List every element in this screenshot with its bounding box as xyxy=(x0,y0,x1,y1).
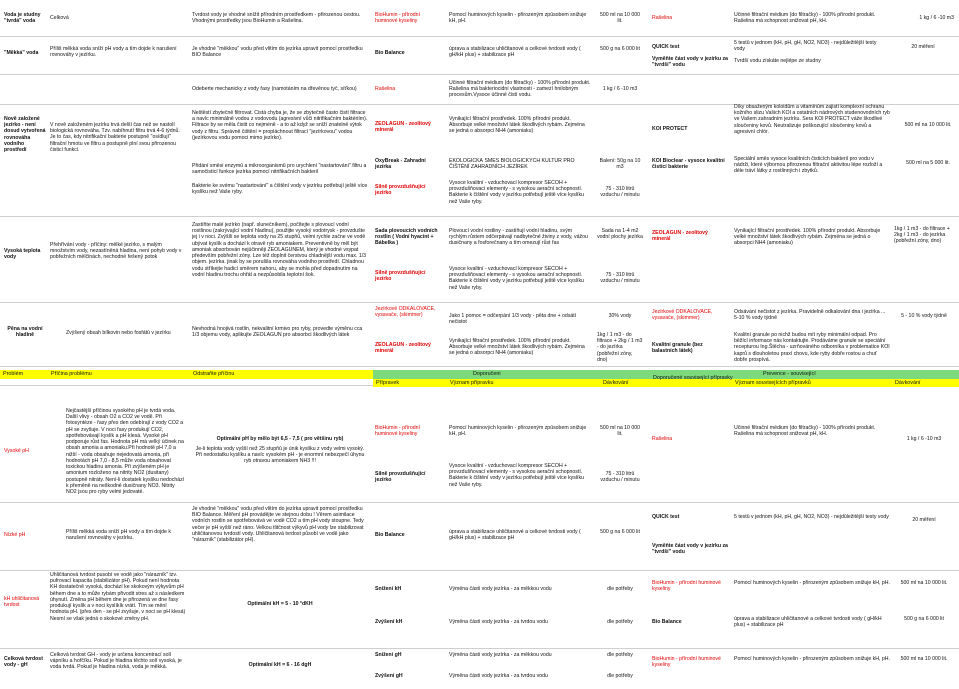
row3-product-aeration: Silně provzdušňující jezírko xyxy=(375,184,426,197)
row8-lower: Snížení kH xyxy=(375,586,402,592)
row2-test: QUICK test xyxy=(652,44,680,50)
row5-related-skimmer-dose: 5 - 10 % vody týdně xyxy=(901,313,947,319)
row4-problem: Vysoká teplota vody xyxy=(4,248,41,261)
row2-measure: Vyměňte část vody v jezírku za "tvrdší" vodu xyxy=(652,56,728,69)
row2b-product: Rašelina xyxy=(375,86,396,92)
row8-raise-desc: Výměna části vody jezírka - za tvrdou vodu xyxy=(449,619,548,625)
row4-zeolagun-dose: 1kg / 1 m3 - do filtrace + 2kg / 1 m3 - do jezírka (pobřežní zóny, dno) xyxy=(894,226,950,245)
row4-zeolagun-desc: Vynikající filtrační prostředek. 100% přírodní produkt. Absorbuje velké množství látek škodlivých rybám. Zejména se jedná o absorpci NH4 (amoniaku) xyxy=(734,228,881,247)
row9-lower: Snížení gH xyxy=(375,652,402,658)
row9-optimal: Optimální kH = 6 - 16 dgH xyxy=(248,662,312,668)
row4-plants: Sada plovoucích vodních rostlin ( Vodní hyacint + Bábelka ) xyxy=(375,228,438,247)
row8-biobalance: Bio Balance xyxy=(652,619,682,625)
subheader-prep: Přípravek xyxy=(376,380,400,386)
row4-zeolagun: ZEOLAGUN - zeolitový minerál xyxy=(652,230,708,243)
row3-koi-protect-desc: Díky obsaženým koloidům a vitamínům zajistí komplexní ochranu kožního slizu Vašich KOI a ostatních nádrových studenovodních ryb ve Vašem zahradním jezírku. Sera KOI PROTECT váže škodlivé sloučeniny kovů. Neutralizuje poškozující sloučeniny kovů a agresivní chlór. xyxy=(734,104,890,135)
row1-related: Rašelina xyxy=(652,15,673,21)
row3-fix-2: Přidání směsi enzymů a mikroorganismů pro urychlení "nastartování" filtru a samočisticí funkce jezírka pomocí nitrifikačních bakterií xyxy=(192,163,367,176)
row9-lower-dose: dle potřeby xyxy=(607,652,633,658)
row8-problem: kH uhličitanová tvrdost xyxy=(4,596,40,609)
row3-aeration-dose: 75 - 310 litrů vzduchu / minutu xyxy=(600,186,640,199)
row6-peat-desc: Účinné filtrační médium (do filtračky) - 100% přírodní produkt. Rašelina má schopnost snižovat pH, kH. xyxy=(734,425,876,438)
row7-problem: Nízké pH xyxy=(4,532,26,538)
row2-cause: Příliš měkká voda sníží pH vody a tím dojde k narušení rovnováhy v jezírku. xyxy=(50,46,177,59)
row8-raise-dose: dle potřeby xyxy=(607,619,633,625)
subheader-related-use: Význam souvisejících přípravků xyxy=(735,380,811,386)
row2b-dose: 1 kg / 6 -10 m3 xyxy=(602,86,638,92)
row6-problem: Vysoké pH xyxy=(4,448,29,454)
row5-granules: Kvalitní granule (bez balastních látek) xyxy=(652,342,703,355)
row5-zeolagun-dose: 1kg / 1 m3 - do filtrace + 2kg / 1 m3 - do jezírka (pobřežní zóny, dno) xyxy=(597,332,643,363)
header-recommended: Doporučeni xyxy=(473,371,501,377)
row2-problem: "Měkká" voda xyxy=(4,50,39,56)
row2-test-desc: 5 testů v jednom (kH, pH, gH, NO2, NO3) - nejdůležitější testy vody xyxy=(734,40,877,53)
row7-measure: Vyměňte část vody v jezírku za "tvrdší" vodu xyxy=(652,543,728,556)
row7-cause: Příliš měkká voda sníží pH vody a tím dojde k narušení rovnováhy v jezírku. xyxy=(66,529,171,542)
row1-related-dose: 1 kg / 6 -10 m3 xyxy=(919,15,954,21)
row2b-product-desc: Účinné filtrační médium (do filtračky) - 100% přírodní produkt. Rašelina má bakteriocidní vlastnosti - zamezí hnilobným procesům.Vysoce účinné čistí vodu. xyxy=(449,80,591,99)
row8-biohumin-desc: Pomocí huminových kyselin - přirozeným způsobem snižuje kH, pH. xyxy=(734,580,890,586)
row3-koi-bioclear: KOI Bioclear - vysoce kvalitní čisticí bakterie xyxy=(652,158,725,171)
row6-aeration: Silně provzdušňující jezírko xyxy=(375,471,426,484)
row8-biohumin: BioHumin - přírodní huminové kyseliny xyxy=(652,580,721,593)
row9-raise-desc: Výměna části vody jezírka - za tvrdou vodu xyxy=(449,673,548,679)
row6-aeration-desc: Vysoce kvalitní - vzduchovací kompresor SECOH + provzdušňovací elementy - s vysokou aerační schopností. Bakterie k čištění vody v jezírku potřebují ještě více kyslíku než Vaše ryby. xyxy=(449,463,584,488)
row3-oxybreak-dose: Balení: 50g na 10 m3 xyxy=(599,158,641,171)
row4-aeration: Silně provzdušňující jezírko xyxy=(375,270,426,283)
row8-biobalance-desc: úprava a stabilizace uhličitanové a celkové tvrdosti vody ( gH/kH plus) + stabilizace pH xyxy=(734,616,882,629)
row3-zeolagun-desc: Vynikající filtrační prostředek. 100% přírodní produkt. Absorbuje velké množství látek škodlivých rybám. Zejména se jedná o absorpci NH4 (amoniaku) xyxy=(449,116,585,135)
row2b-fix: Odeberte mechanicky z vody řasy (namotáním na dřevěnou tyč, síťkou) xyxy=(192,86,357,92)
header-problem: Problém xyxy=(3,371,24,377)
row3-product-oxybreak: OxyBreak - Zahradní jezírka xyxy=(375,158,426,171)
row1-product: BioHumin - přírodní huminové kyseliny xyxy=(375,12,420,25)
row4-fix: Zastíňte malé jezírko (např. slunečníkem), počítejte s plovoucí vodní rostlinou (zakrývající vodní hladinu), použijte vysoký vodotrysk - provzdušte jej i v noci. Zvýšíli se teplota vody na 25 stupňů, velmi rychle začne ve vodě ubývat kyslík a dochází k otravě ryb amoniakem. Preventivně by měl být amoniak absorbován nejúčinněji ZEOLAGUNEM, který je vhodné vsypat především pobřežní zóny. Lze též doplnit čerstvou chladnější vodu max. 1/3 objem. jezírka. jinak by se porušila rovnováha vodního prostředí. Chladnou vodu stříkejte hadicí směrem nahoru, aby se mohla před dopadnutím na vodní hladinu trochu ohřát a nezpůsobila teplotní šok. xyxy=(192,222,367,278)
row3-aeration-desc: Vysoce kvalitní - vzduchovací kompresor SECOH + provzdušňovací elementy - s vysokou aerační schopností. Bakterie k čištění vody v jezírku potřebují ještě více kyslíku než Vaše ryby. xyxy=(449,180,584,205)
row7-test-dose: 20 měření xyxy=(912,517,936,523)
row4-aeration-dose: 75 - 310 litrů vzduchu / minutu xyxy=(600,272,640,285)
subheader-related-dose: Dávkování xyxy=(895,380,921,386)
header-prevention: Prevence - související xyxy=(763,371,816,377)
row8-lower-desc: Výměna části vody jezírka - za měkkou vodu xyxy=(449,586,552,592)
row5-problem: Pěna na vodní hladině xyxy=(7,326,43,339)
row4-plants-dose: Sada na 1-4 m2 vodní plochy jezírka xyxy=(597,228,643,241)
row1-product-desc: Pomocí huminových kyselin - přirozeným způsobem snižuje kH, pH. xyxy=(449,12,587,25)
row3-oxybreak-desc: EKOLOGICKÁ SMĚS BIOLOGICKÝCH KULTUR PRO ČIŠTĚNÍ ZAHRADNÍCH JEZÍREK xyxy=(449,158,575,171)
row9-lower-desc: Výměna části vody jezírka - za měkkou vodu xyxy=(449,652,552,658)
row8-cause: Uhličitanová tvrdost pusobí ve vodě jako "nárazník" tzv. pufrovací kapacita (stabilizátor pH). Pokud není hodnota KH dostatečně vysoká, dochází ke skokovým výkyvům pH během dne a to může rybám přivodit stres až s následkem úhynutí. Změna pH během dne je přirozená ve dne řasy produkují kyslík a v noci kyslíkík vrátí. Tím se mění hodnota pH. (přes den - se pH zvyšuje, v noci se pH klesá) Nesmí se však jedná o skokové změny pH. xyxy=(50,572,186,622)
row5-zeolagun: ZEOLAGUN - zeolitový minerál xyxy=(375,342,431,355)
row7-test: QUICK test xyxy=(652,514,680,520)
row9-biohumin: BioHumin - přírodní huminové kyseliny xyxy=(652,656,721,669)
row7-biobalance: Bio Balance xyxy=(375,532,405,538)
row6-fix-note: Je-li teplota vody vyšší než 25 stupňů je únik kyslíku z vody velmi vysoký. Při nedostatku kyslíku a navíc vysokém pH - je enormní nebezpečí úhynu ryb otravou amoniakem NH3 !!! xyxy=(195,446,365,465)
row4-cause: Přehřívání vody - příčiny: mělké jezírko, s malým množstvím vody, nezastíněná hladina, není pohyb vody v pobřežních mělčinách, nechodné řešený potok xyxy=(50,242,182,261)
row5-skimmer: Jezírkové ODKALOVAČE, vysavače, (skimmer) xyxy=(375,306,436,319)
row5-related-skimmer: Jezírkové ODKALOVAČE, vysavače, (skimmer) xyxy=(652,309,713,322)
row4-plants-desc: Plovoucí vodní rostliny - zastíňují vodní hladinu, svým rychlým růstem odčerpávají nadbytečné živiny z vody, vážou dusičnany a fosforečnany a tím omezují růst řas xyxy=(449,228,588,247)
row1-related-desc: Účinné filtrační médium (do filtračky) - 100% přírodní produkt. Rašelina má schopnost snižovat pH, kH. xyxy=(734,12,876,25)
row6-peat-dose: 1 kg / 6 -10 m3 xyxy=(906,436,942,442)
row3-koi-protect-dose: 500 ml na 10 000 lit. xyxy=(904,122,952,128)
row1-problem: Voda je studny "tvrdá" voda xyxy=(4,12,41,25)
row9-raise: Zvýšení gH xyxy=(375,673,403,679)
row3-fix-1: Neštěstí zbytečně filtrovat. Čistá chyba je, že se zbytečně často čistí filtrace a navíc minimálně vodou z vodovodu (agresivní vůči nitrifikačním baktériím). Filtrace by se měla čistit co nejméně - a to až když se sníží znatelně výtok vody z filtru. Správně čištění = propláchnout filtrací "jezírkovou" vodou (jezírkovou vodu pomoci mimo jezírko). xyxy=(192,110,368,141)
row9-biohumin-desc: Pomocí huminových kyselin - přirozeným způsobem snižuje kH, pH. xyxy=(734,656,890,662)
row1-fix: Tvrdost vody je vhodné snížit přírodním prostředkem - přirozenou cestou. Vhodnými prostředky jsou BioHumin a Rašelina. xyxy=(192,12,361,25)
row2-fix: Je vhodné "měkkou" vodu před vlitím do jezírka upravit pomocí prostředku BIO Balance xyxy=(192,46,363,59)
row6-aeration-dose: 75 - 310 litrů vzduchu / minutu xyxy=(600,471,640,484)
row5-related-skimmer-desc: Odsávání nečistot z jezírka. Pravidelně odkalování dna i jezírka ... 5-10 % vody týdně xyxy=(734,309,886,322)
row2-product-desc: úprava a stabilizace uhličitanové a celkové tvrdosti vody ( gH/kH plus) + stabilizace pH xyxy=(449,46,581,59)
row7-biobalance-dose: 500 g na 6 000 lit xyxy=(600,529,640,535)
subheader-dose: Dávkování xyxy=(603,380,629,386)
row5-fix: Nevhodná hnojivá rostlin, nekvalitní krmivo pro ryby, provedte výměnu cca 1/3 objemu vody, aplikujte ZEOLAGUN pro absorbci škodlivých látek xyxy=(192,326,363,339)
row7-test-desc: 5 testů v jednom (kH, pH, gH, NO2, NO3) - nejdůležitější testy vody xyxy=(734,514,889,520)
header-cause: Příčina problému xyxy=(51,371,92,377)
row8-raise: Zvýšení kH xyxy=(375,619,403,625)
row3-problem: Nově založené jezírko - není dosud vytvořená rovnováha vodního prostředí xyxy=(4,116,46,154)
row3-koi-protect: KOI PROTECT xyxy=(652,126,688,132)
row1-cause: Celková xyxy=(50,15,69,21)
row3-fix-3: Bakterie ke svému "nastartování" a čištění vody v jezírku potřebují ještě více kyslíku než Vaše ryby. xyxy=(192,183,368,196)
row5-skimmer-dose: 30% vody xyxy=(608,313,632,319)
row6-peat: Rašelina xyxy=(652,436,673,442)
row3-product-zeolagun: ZEOLAGUN - zeolitový minerál xyxy=(375,121,431,134)
subheader-use: Význam přípravku xyxy=(450,380,494,386)
row2-test-dose: 20 měření xyxy=(911,44,935,50)
row2-product: Bio Balance xyxy=(375,50,405,56)
row9-biohumin-dose: 500 ml na 10 000 lit. xyxy=(900,656,948,662)
row6-optimal: Optimální pH by mělo být 6,5 - 7,5 ( pro většinu ryb) xyxy=(216,436,344,442)
row2-measure-note: Tvrdší vodu získáte nejlépe ze studny xyxy=(734,58,821,64)
row5-cause: Zvýšený obsah bílkovin nebo fosfátů v jezírku xyxy=(66,330,171,336)
row6-cause: Nejčastější příčinou vysokého pH je tvrdá voda. Další vlivy - obsah O2 a CO2 ve vodě. Při fotosyntéze - řasy přes den odebírají z vody CO2 a pH se zvyšuje. V noci řasy produkují CO2, spotřebovávají kyslík a pH klesá. Vysoké pH podporuje růst řas. Hodnota pH má velký účinek na obsah amonia a amoniaku.Při hodnotě pH 7,0 a nižší - voda obsahuje nejedovatá amonia, při hodnotách pH 7,0 - 8,5 může voda obsahovat toxickou hladinu amonia. Při zvýšeném pH je amonium rozloženo na nitrity NO2 (dusitany) postupně nitráty. Není-li dostatek kyslíku nedochází k přeměně na neškodné dusičnany NO3. Nitrity NO2 jsou pro ryby velmi jedovaté. xyxy=(66,408,185,496)
row6-biohumin-desc: Pomocí huminových kyselin - přirozeným způsobem snižuje kH, pH. xyxy=(449,425,587,438)
row9-problem: Celková tvrdost vody - gH xyxy=(4,656,43,669)
row5-skimmer-desc: Jako 1 pomoc = odčerpání 1/3 vody - pěta dne + odsátí nečistot xyxy=(449,313,577,326)
row3-koi-bioclear-desc: Speciální směs vysoce kvalitních čisticích bakterií pro vodu v nádrži, které výbornou přirozenou filtrační aktivitou lépe rozloží a déle tráví látky z rostlinných i zbytků. xyxy=(734,156,883,175)
subheader-related: Doporučené související přípravky xyxy=(653,375,733,381)
row8-biobalance-dose: 500 g na 6 000 lit xyxy=(904,616,944,622)
row5-zeolagun-desc: Vynikající filtrační prostředek. 100% přírodní produkt. Absorbuje velké množství látek škodlivých rybám. Zejména se jedná o absorpci NH4 (amoniaku) xyxy=(449,338,585,357)
row1-dose: 500 ml na 10 000 lit. xyxy=(599,12,641,25)
row8-optimal: Optimální kH = 5 - 10 °dKH xyxy=(247,601,313,607)
row7-biobalance-desc: úprava a stabilizace uhličitanové a celkové tvrdosti vody ( gH/kH plus) + stabilizace pH xyxy=(449,529,581,542)
header-fix: Odstraňte příčinu xyxy=(193,371,235,377)
row6-biohumin: BioHumin - přírodní huminové kyseliny xyxy=(375,425,420,438)
row6-biohumin-dose: 500 ml na 10 000 lit. xyxy=(599,425,641,438)
row5-granules-desc: Kvalitní granule po nichž budou mít ryby minimální odpad. Pro běžící informace nás kontaktujte. Prodáváme granule se speciální recepturou Ing.Štěcha - uzrňováného odborníka v problematice KOI kaprů s dlouholetou praxí chovu, kde ryby dobře rostou a chuť dobře prospívá. xyxy=(734,332,890,363)
row3-cause: V nově založeném jezírku trvá delší čas než se nastolí biologická rovnováha. Tzv. nabíhnutí filtru trvá 4-6 týdnů. Je to čas, kdy nitrifikační bakterie postupně "osídlují" filtrační hmotu ve filtru a postupně plní svou přirozenou čisticí funkci. xyxy=(50,122,180,153)
row2-dose: 500 g na 6 000 lit xyxy=(600,46,640,52)
row9-raise-dose: dle potřeby xyxy=(607,673,633,679)
row3-koi-bioclear-dose: 500 ml na 5 000 lit. xyxy=(906,160,950,166)
row8-biohumin-dose: 500 ml na 10 000 lit. xyxy=(900,580,948,586)
row8-lower-dose: dle potřeby xyxy=(607,586,633,592)
row7-fix: Je vhodné "měkkou" vodu před vlitím do jezírka upravit pomocí prostředku BIO Balance. Měření pH provádějte ve stejnou dobu ! Věrem asimilace vodních rostlin se spotřebovává ve vodě CO2 a tím pH vody stoupne. Tedy večer je pH vyšší než ráno. Velkou tlitčnost výkyvů pH vody lze stabilizovat uhličitanovou tvrdostí vody. Uhličitanová tvrdost působí ve vodě jako "nárazník" (stabilizátor pH). xyxy=(192,506,364,544)
row9-cause: Celková tvrdost GH - vody je určena koncentrací solí vápníku a hořčíku. Pokud je hladina těchto solí vysoká, je voda tvrdá. Pokud je hladina nízká, voda je měkká. xyxy=(50,652,182,671)
row4-aeration-desc: Vysoce kvalitní - vzduchovací kompresor SECOH + provzdušňovací elementy - s vysokou aerační schopností. Bakterie k čištění vody v jezírku potřebují ještě více kyslíku než Vaše ryby. xyxy=(449,266,584,291)
